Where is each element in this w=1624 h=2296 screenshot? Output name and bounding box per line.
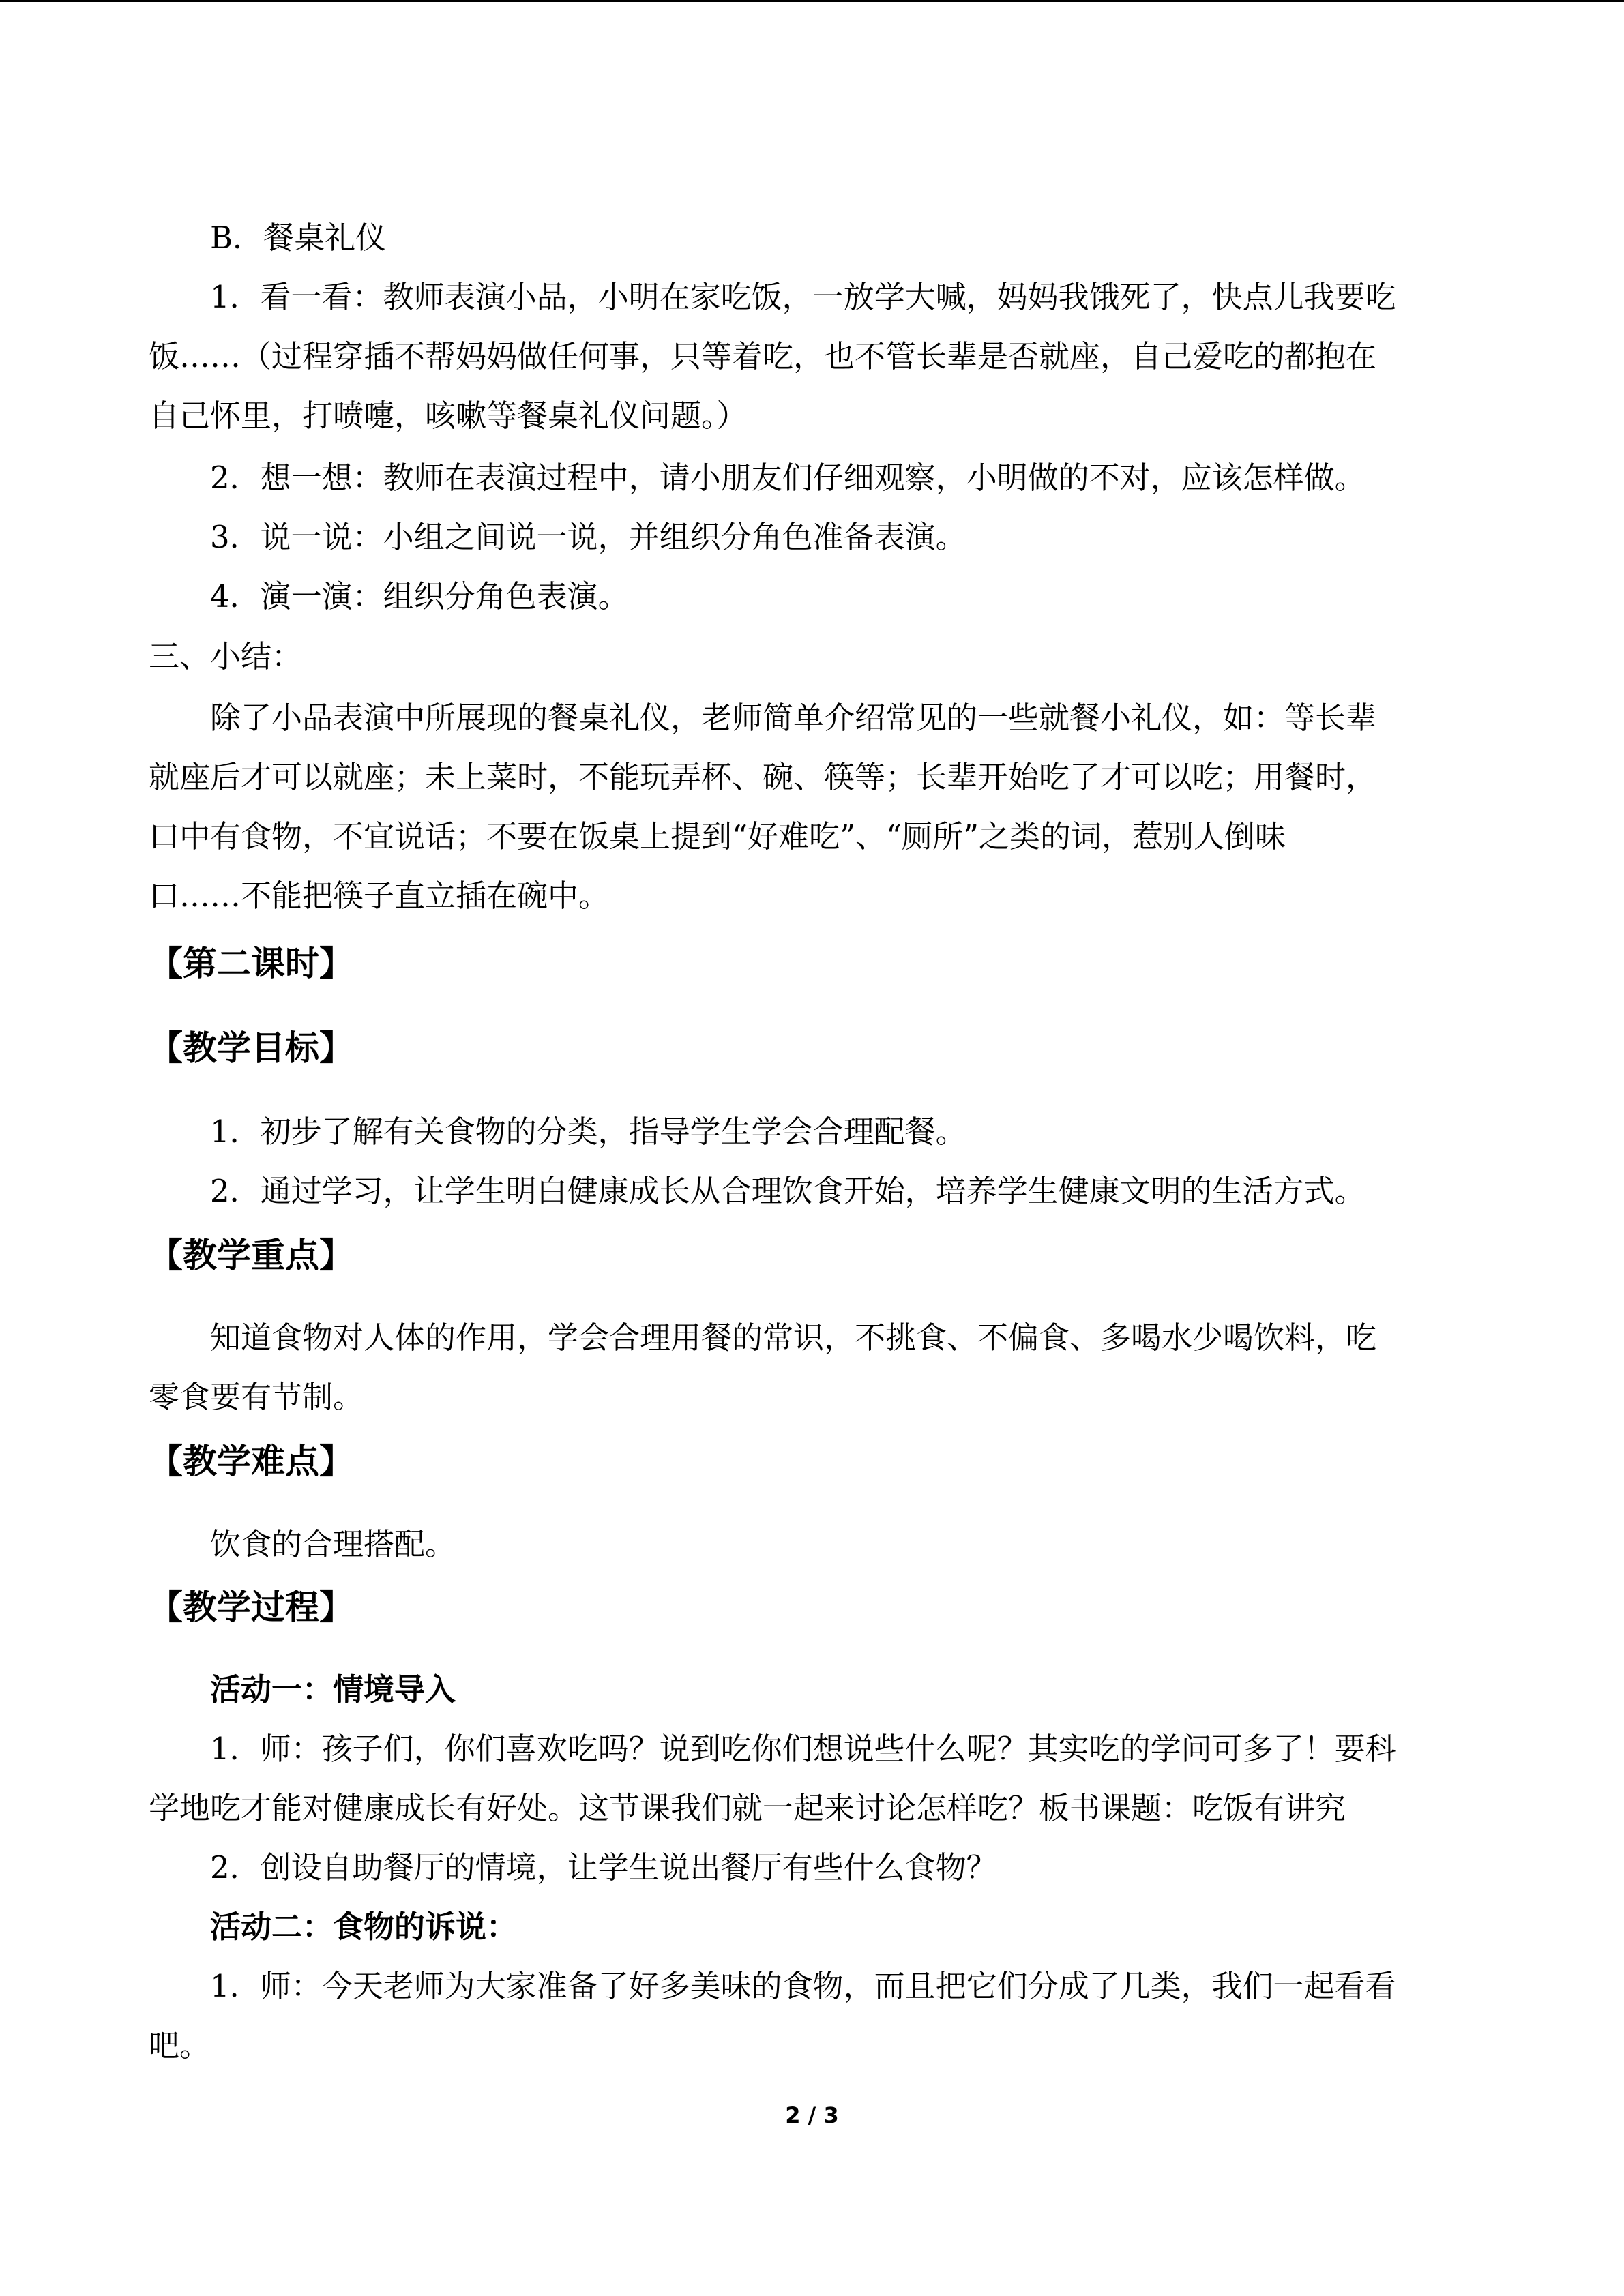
objective-item-1: 1．初步了解有关食物的分类，指导学生学会合理配餐。 [210, 1114, 966, 1150]
section-b-item3: 3．说一说：小组之间说一说，并组织分角色准备表演。 [210, 519, 966, 555]
section-b-item2: 2．想一想：教师在表演过程中，请小朋友们仔细观察，小明做的不对，应该怎样做。 [210, 460, 1365, 496]
summary-line2: 就座后才可以就座；未上菜时，不能玩弄杯、碗、筷等；长辈开始吃了才可以吃；用餐时， [149, 759, 1377, 795]
summary-line3: 口中有食物，不宜说话；不要在饭桌上提到“好难吃”、“厕所”之类的词，惹别人倒味 [149, 818, 1286, 854]
summary-title: 三、小结： [149, 638, 303, 674]
objectives-heading: 【教学目标】 [149, 1028, 353, 1068]
section-b-item4: 4．演一演：组织分角色表演。 [210, 578, 629, 614]
key-points-line1: 知道食物对人体的作用，学会合理用餐的常识，不挑食、不偏食、多喝水少喝饮料，吃 [210, 1320, 1377, 1356]
objective-item-2: 2．通过学习，让学生明白健康成长从合理饮食开始，培养学生健康文明的生活方式。 [210, 1173, 1365, 1209]
key-points-line2: 零食要有节制。 [149, 1379, 364, 1415]
difficulty-heading: 【教学难点】 [149, 1442, 353, 1481]
summary-line4: 口……不能把筷子直立插在碗中。 [149, 878, 610, 914]
section-b-title: B．餐桌礼仪 [210, 220, 387, 256]
key-points-heading: 【教学重点】 [149, 1236, 353, 1275]
section-b-item1-line2: 饭……（过程穿插不帮妈妈做任何事，只等着吃，也不管长辈是否就座，自己爱吃的都抱在 [149, 338, 1377, 374]
activity2-line1: 1．师：今天老师为大家准备了好多美味的食物，而且把它们分成了几类，我们一起看看 [210, 1968, 1396, 2004]
page-number: 2 / 3 [785, 2102, 839, 2128]
activity2-title: 活动二：食物的诉说： [210, 1909, 518, 1945]
activity1-title: 活动一：情境导入 [210, 1671, 456, 1708]
lesson2-heading: 【第二课时】 [149, 944, 353, 983]
process-heading: 【教学过程】 [149, 1587, 353, 1627]
summary-line1: 除了小品表演中所展现的餐桌礼仪，老师简单介绍常见的一些就餐小礼仪，如：等长辈 [210, 700, 1377, 736]
activity1-line1: 1．师：孩子们，你们喜欢吃吗？说到吃你们想说些什么呢？其实吃的学问可多了！要科 [210, 1731, 1396, 1767]
section-b-item1-line1: 1．看一看：教师表演小品，小明在家吃饭，一放学大喊，妈妈我饿死了，快点儿我要吃 [210, 279, 1396, 315]
section-b-item1-line3: 自己怀里，打喷嚏，咳嗽等餐桌礼仪问题。） [149, 398, 748, 434]
activity1-line2: 学地吃才能对健康成长有好处。这节课我们就一起来讨论怎样吃？板书课题：吃饭有讲究 [149, 1790, 1346, 1826]
difficulty-text: 饮食的合理搭配。 [210, 1526, 456, 1562]
activity1-line3: 2．创设自助餐厅的情境，让学生说出餐厅有些什么食物？ [210, 1849, 997, 1885]
activity2-line2: 吧。 [149, 2027, 211, 2063]
